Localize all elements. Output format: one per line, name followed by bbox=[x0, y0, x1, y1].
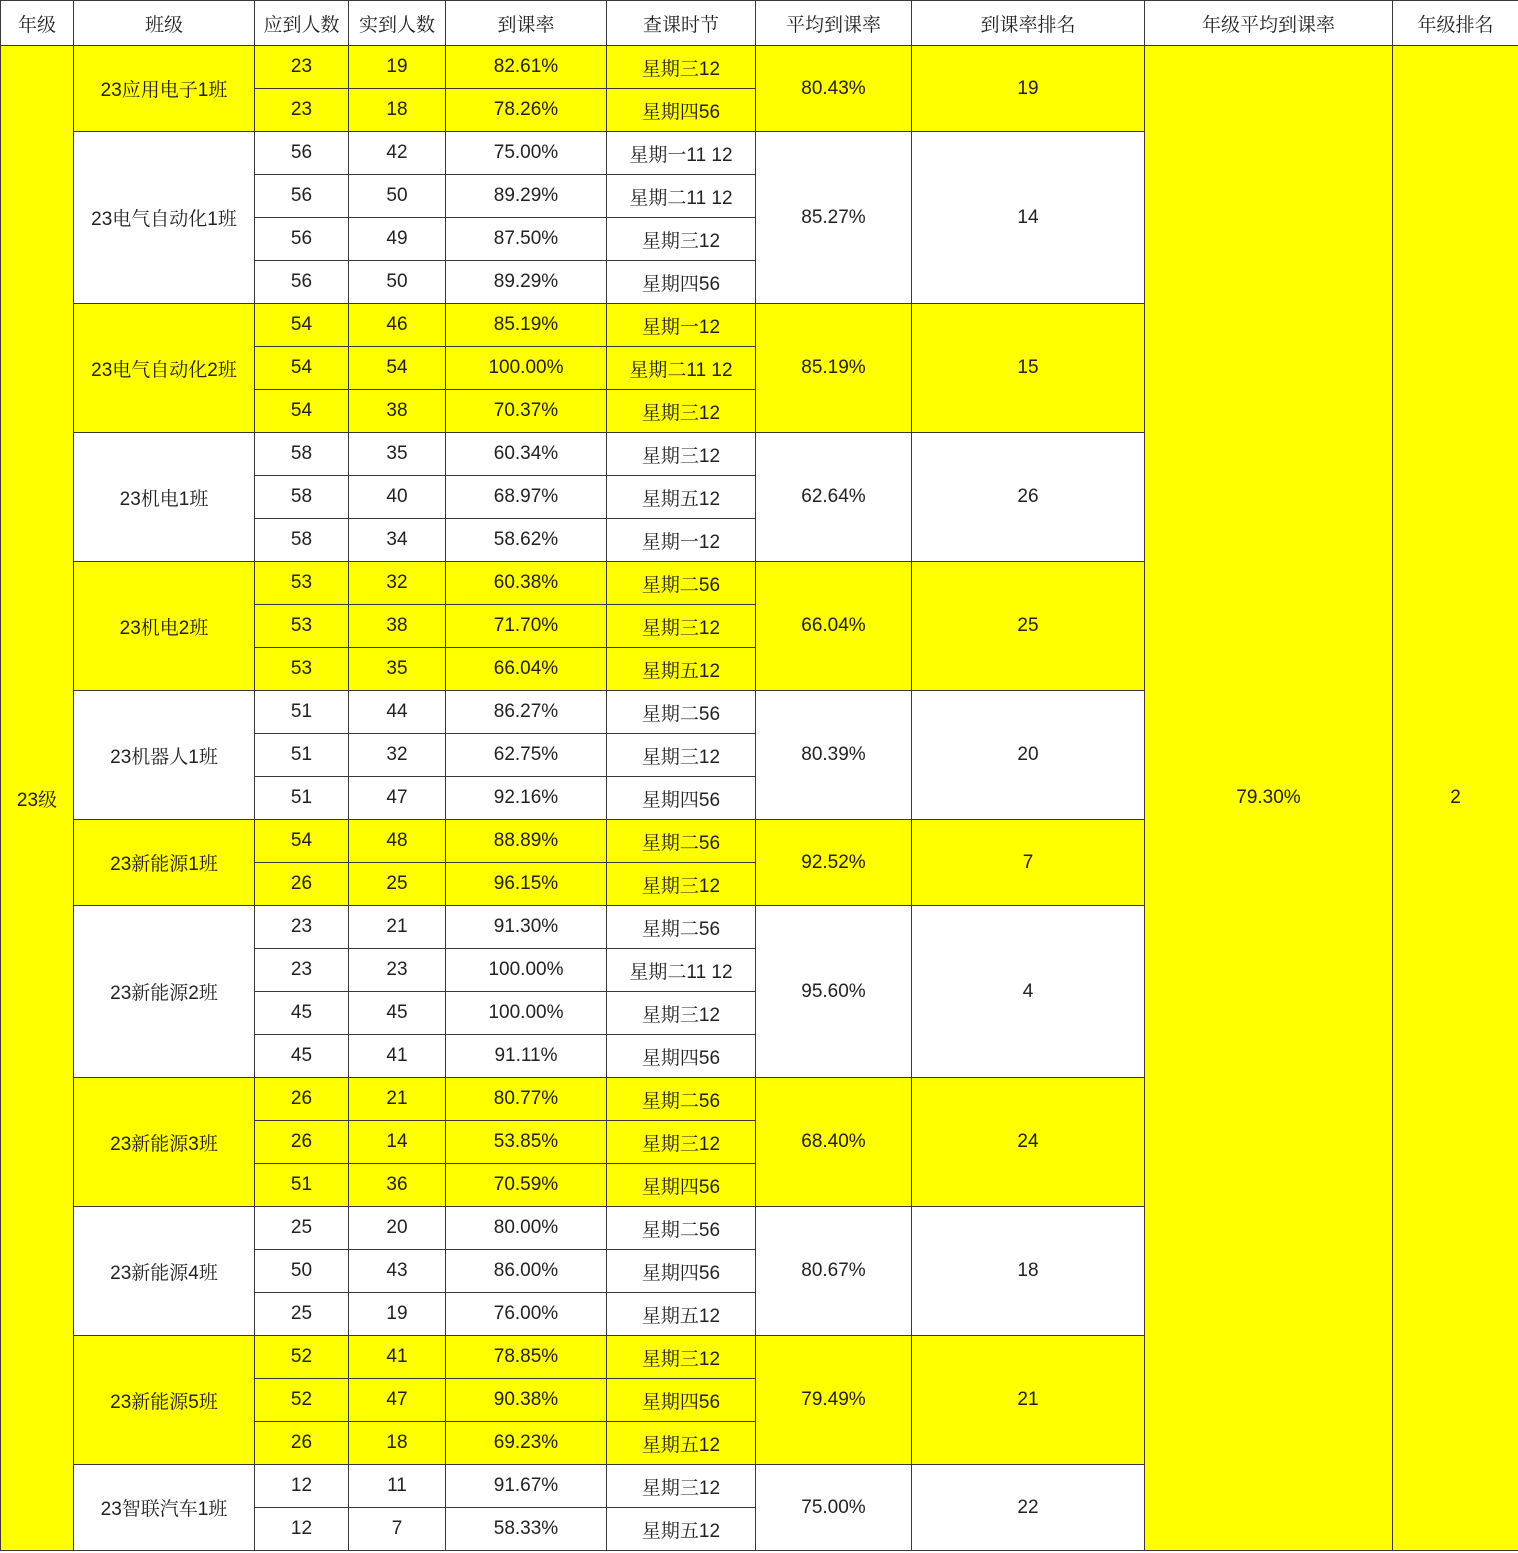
header-class: 班级 bbox=[74, 1, 255, 46]
attendance-rate-cell: 86.27% bbox=[446, 691, 607, 734]
expected-count-cell: 45 bbox=[255, 992, 349, 1035]
attendance-rate-cell: 80.00% bbox=[446, 1207, 607, 1250]
session-cell: 星期三12 bbox=[607, 1336, 756, 1379]
class-name-cell: 23机电1班 bbox=[74, 433, 255, 562]
class-avg-rate-cell: 92.52% bbox=[756, 820, 912, 906]
class-rank-cell: 4 bbox=[912, 906, 1145, 1078]
class-avg-rate-cell: 68.40% bbox=[756, 1078, 912, 1207]
header-actual: 实到人数 bbox=[349, 1, 446, 46]
grade-avg-rate-cell: 79.30% bbox=[1145, 46, 1393, 1551]
attendance-rate-cell: 92.16% bbox=[446, 777, 607, 820]
actual-count-cell: 44 bbox=[349, 691, 446, 734]
expected-count-cell: 25 bbox=[255, 1207, 349, 1250]
session-cell: 星期二11 12 bbox=[607, 175, 756, 218]
header-grade-avg-rate: 年级平均到课率 bbox=[1145, 1, 1393, 46]
expected-count-cell: 58 bbox=[255, 519, 349, 562]
expected-count-cell: 56 bbox=[255, 218, 349, 261]
actual-count-cell: 14 bbox=[349, 1121, 446, 1164]
session-cell: 星期二56 bbox=[607, 1078, 756, 1121]
actual-count-cell: 41 bbox=[349, 1336, 446, 1379]
class-name-cell: 23电气自动化1班 bbox=[74, 132, 255, 304]
session-cell: 星期一12 bbox=[607, 304, 756, 347]
expected-count-cell: 50 bbox=[255, 1250, 349, 1293]
expected-count-cell: 51 bbox=[255, 777, 349, 820]
session-cell: 星期四56 bbox=[607, 1164, 756, 1207]
class-name-cell: 23机电2班 bbox=[74, 562, 255, 691]
expected-count-cell: 51 bbox=[255, 734, 349, 777]
actual-count-cell: 49 bbox=[349, 218, 446, 261]
actual-count-cell: 43 bbox=[349, 1250, 446, 1293]
class-rank-cell: 21 bbox=[912, 1336, 1145, 1465]
class-name-cell: 23智联汽车1班 bbox=[74, 1465, 255, 1551]
attendance-rate-cell: 88.89% bbox=[446, 820, 607, 863]
class-rank-cell: 7 bbox=[912, 820, 1145, 906]
expected-count-cell: 58 bbox=[255, 433, 349, 476]
expected-count-cell: 54 bbox=[255, 304, 349, 347]
actual-count-cell: 18 bbox=[349, 89, 446, 132]
attendance-rate-cell: 69.23% bbox=[446, 1422, 607, 1465]
session-cell: 星期四56 bbox=[607, 1379, 756, 1422]
header-rate-rank: 到课率排名 bbox=[912, 1, 1145, 46]
expected-count-cell: 56 bbox=[255, 261, 349, 304]
actual-count-cell: 36 bbox=[349, 1164, 446, 1207]
actual-count-cell: 45 bbox=[349, 992, 446, 1035]
attendance-rate-cell: 68.97% bbox=[446, 476, 607, 519]
expected-count-cell: 56 bbox=[255, 132, 349, 175]
attendance-rate-cell: 70.59% bbox=[446, 1164, 607, 1207]
class-rank-cell: 24 bbox=[912, 1078, 1145, 1207]
class-rank-cell: 25 bbox=[912, 562, 1145, 691]
actual-count-cell: 38 bbox=[349, 390, 446, 433]
actual-count-cell: 25 bbox=[349, 863, 446, 906]
expected-count-cell: 53 bbox=[255, 648, 349, 691]
class-avg-rate-cell: 80.43% bbox=[756, 46, 912, 132]
class-rank-cell: 15 bbox=[912, 304, 1145, 433]
actual-count-cell: 32 bbox=[349, 734, 446, 777]
session-cell: 星期四56 bbox=[607, 89, 756, 132]
actual-count-cell: 42 bbox=[349, 132, 446, 175]
expected-count-cell: 25 bbox=[255, 1293, 349, 1336]
actual-count-cell: 19 bbox=[349, 46, 446, 89]
class-name-cell: 23电气自动化2班 bbox=[74, 304, 255, 433]
expected-count-cell: 56 bbox=[255, 175, 349, 218]
attendance-rate-cell: 90.38% bbox=[446, 1379, 607, 1422]
attendance-rate-cell: 66.04% bbox=[446, 648, 607, 691]
attendance-rate-cell: 71.70% bbox=[446, 605, 607, 648]
actual-count-cell: 21 bbox=[349, 906, 446, 949]
class-avg-rate-cell: 80.67% bbox=[756, 1207, 912, 1336]
actual-count-cell: 7 bbox=[349, 1508, 446, 1551]
actual-count-cell: 18 bbox=[349, 1422, 446, 1465]
actual-count-cell: 40 bbox=[349, 476, 446, 519]
session-cell: 星期五12 bbox=[607, 1508, 756, 1551]
attendance-rate-cell: 86.00% bbox=[446, 1250, 607, 1293]
session-cell: 星期二56 bbox=[607, 562, 756, 605]
session-cell: 星期一12 bbox=[607, 519, 756, 562]
actual-count-cell: 50 bbox=[349, 175, 446, 218]
class-rank-cell: 19 bbox=[912, 46, 1145, 132]
actual-count-cell: 21 bbox=[349, 1078, 446, 1121]
attendance-rate-cell: 75.00% bbox=[446, 132, 607, 175]
class-rank-cell: 18 bbox=[912, 1207, 1145, 1336]
actual-count-cell: 20 bbox=[349, 1207, 446, 1250]
actual-count-cell: 41 bbox=[349, 1035, 446, 1078]
header-session: 查课时节 bbox=[607, 1, 756, 46]
actual-count-cell: 34 bbox=[349, 519, 446, 562]
session-cell: 星期四56 bbox=[607, 1250, 756, 1293]
grade-cell: 23级 bbox=[1, 46, 74, 1551]
expected-count-cell: 12 bbox=[255, 1508, 349, 1551]
expected-count-cell: 53 bbox=[255, 605, 349, 648]
header-expected: 应到人数 bbox=[255, 1, 349, 46]
attendance-rate-cell: 60.34% bbox=[446, 433, 607, 476]
attendance-rate-cell: 96.15% bbox=[446, 863, 607, 906]
session-cell: 星期三12 bbox=[607, 218, 756, 261]
attendance-rate-cell: 58.62% bbox=[446, 519, 607, 562]
attendance-rate-cell: 60.38% bbox=[446, 562, 607, 605]
attendance-rate-cell: 62.75% bbox=[446, 734, 607, 777]
actual-count-cell: 32 bbox=[349, 562, 446, 605]
actual-count-cell: 23 bbox=[349, 949, 446, 992]
session-cell: 星期二11 12 bbox=[607, 949, 756, 992]
session-cell: 星期三12 bbox=[607, 1121, 756, 1164]
class-rank-cell: 22 bbox=[912, 1465, 1145, 1551]
class-rank-cell: 14 bbox=[912, 132, 1145, 304]
attendance-rate-cell: 91.11% bbox=[446, 1035, 607, 1078]
attendance-rate-cell: 53.85% bbox=[446, 1121, 607, 1164]
expected-count-cell: 23 bbox=[255, 906, 349, 949]
expected-count-cell: 53 bbox=[255, 562, 349, 605]
session-cell: 星期五12 bbox=[607, 648, 756, 691]
expected-count-cell: 58 bbox=[255, 476, 349, 519]
actual-count-cell: 50 bbox=[349, 261, 446, 304]
attendance-rate-cell: 78.26% bbox=[446, 89, 607, 132]
expected-count-cell: 23 bbox=[255, 46, 349, 89]
attendance-rate-cell: 100.00% bbox=[446, 949, 607, 992]
actual-count-cell: 46 bbox=[349, 304, 446, 347]
table-row bbox=[1, 46, 1518, 89]
attendance-rate-cell: 91.30% bbox=[446, 906, 607, 949]
session-cell: 星期二56 bbox=[607, 691, 756, 734]
actual-count-cell: 38 bbox=[349, 605, 446, 648]
actual-count-cell: 54 bbox=[349, 347, 446, 390]
attendance-rate-cell: 100.00% bbox=[446, 992, 607, 1035]
session-cell: 星期二56 bbox=[607, 1207, 756, 1250]
class-rank-cell: 26 bbox=[912, 433, 1145, 562]
expected-count-cell: 52 bbox=[255, 1379, 349, 1422]
class-name-cell: 23新能源4班 bbox=[74, 1207, 255, 1336]
session-cell: 星期一11 12 bbox=[607, 132, 756, 175]
table-header bbox=[1, 1, 1518, 46]
expected-count-cell: 45 bbox=[255, 1035, 349, 1078]
session-cell: 星期五12 bbox=[607, 1293, 756, 1336]
expected-count-cell: 26 bbox=[255, 863, 349, 906]
attendance-rate-cell: 76.00% bbox=[446, 1293, 607, 1336]
session-cell: 星期五12 bbox=[607, 476, 756, 519]
attendance-rate-cell: 82.61% bbox=[446, 46, 607, 89]
attendance-rate-cell: 89.29% bbox=[446, 175, 607, 218]
class-rank-cell: 20 bbox=[912, 691, 1145, 820]
class-name-cell: 23新能源2班 bbox=[74, 906, 255, 1078]
grade-rank-cell: 2 bbox=[1393, 46, 1518, 1551]
session-cell: 星期四56 bbox=[607, 261, 756, 304]
class-avg-rate-cell: 80.39% bbox=[756, 691, 912, 820]
class-name-cell: 23新能源3班 bbox=[74, 1078, 255, 1207]
class-name-cell: 23应用电子1班 bbox=[74, 46, 255, 132]
expected-count-cell: 12 bbox=[255, 1465, 349, 1508]
header-grade: 年级 bbox=[1, 1, 74, 46]
header-grade-rank: 年级排名 bbox=[1393, 1, 1518, 46]
session-cell: 星期四56 bbox=[607, 777, 756, 820]
class-avg-rate-cell: 75.00% bbox=[756, 1465, 912, 1551]
session-cell: 星期三12 bbox=[607, 433, 756, 476]
attendance-rate-cell: 70.37% bbox=[446, 390, 607, 433]
actual-count-cell: 35 bbox=[349, 648, 446, 691]
header-row bbox=[1, 1, 1518, 46]
expected-count-cell: 51 bbox=[255, 1164, 349, 1207]
session-cell: 星期三12 bbox=[607, 605, 756, 648]
session-cell: 星期三12 bbox=[607, 390, 756, 433]
header-avg-rate: 平均到课率 bbox=[756, 1, 912, 46]
expected-count-cell: 23 bbox=[255, 949, 349, 992]
session-cell: 星期二56 bbox=[607, 906, 756, 949]
expected-count-cell: 51 bbox=[255, 691, 349, 734]
class-avg-rate-cell: 66.04% bbox=[756, 562, 912, 691]
class-avg-rate-cell: 85.19% bbox=[756, 304, 912, 433]
header-rate: 到课率 bbox=[446, 1, 607, 46]
session-cell: 星期二56 bbox=[607, 820, 756, 863]
actual-count-cell: 47 bbox=[349, 777, 446, 820]
session-cell: 星期三12 bbox=[607, 863, 756, 906]
attendance-rate-cell: 100.00% bbox=[446, 347, 607, 390]
expected-count-cell: 54 bbox=[255, 347, 349, 390]
attendance-rate-cell: 85.19% bbox=[446, 304, 607, 347]
actual-count-cell: 47 bbox=[349, 1379, 446, 1422]
expected-count-cell: 52 bbox=[255, 1336, 349, 1379]
expected-count-cell: 26 bbox=[255, 1121, 349, 1164]
class-avg-rate-cell: 62.64% bbox=[756, 433, 912, 562]
expected-count-cell: 54 bbox=[255, 390, 349, 433]
class-name-cell: 23新能源5班 bbox=[74, 1336, 255, 1465]
session-cell: 星期五12 bbox=[607, 1422, 756, 1465]
attendance-rate-cell: 89.29% bbox=[446, 261, 607, 304]
session-cell: 星期四56 bbox=[607, 1035, 756, 1078]
attendance-rate-cell: 91.67% bbox=[446, 1465, 607, 1508]
actual-count-cell: 19 bbox=[349, 1293, 446, 1336]
session-cell: 星期三12 bbox=[607, 1465, 756, 1508]
class-name-cell: 23新能源1班 bbox=[74, 820, 255, 906]
actual-count-cell: 35 bbox=[349, 433, 446, 476]
expected-count-cell: 54 bbox=[255, 820, 349, 863]
expected-count-cell: 26 bbox=[255, 1422, 349, 1465]
class-name-cell: 23机器人1班 bbox=[74, 691, 255, 820]
attendance-rate-cell: 80.77% bbox=[446, 1078, 607, 1121]
class-avg-rate-cell: 95.60% bbox=[756, 906, 912, 1078]
class-avg-rate-cell: 79.49% bbox=[756, 1336, 912, 1465]
class-avg-rate-cell: 85.27% bbox=[756, 132, 912, 304]
session-cell: 星期二11 12 bbox=[607, 347, 756, 390]
session-cell: 星期三12 bbox=[607, 46, 756, 89]
session-cell: 星期三12 bbox=[607, 734, 756, 777]
session-cell: 星期三12 bbox=[607, 992, 756, 1035]
expected-count-cell: 23 bbox=[255, 89, 349, 132]
attendance-rate-cell: 58.33% bbox=[446, 1508, 607, 1551]
actual-count-cell: 11 bbox=[349, 1465, 446, 1508]
expected-count-cell: 26 bbox=[255, 1078, 349, 1121]
table-body bbox=[1, 46, 1518, 1551]
actual-count-cell: 48 bbox=[349, 820, 446, 863]
attendance-rate-cell: 78.85% bbox=[446, 1336, 607, 1379]
attendance-rate-cell: 87.50% bbox=[446, 218, 607, 261]
